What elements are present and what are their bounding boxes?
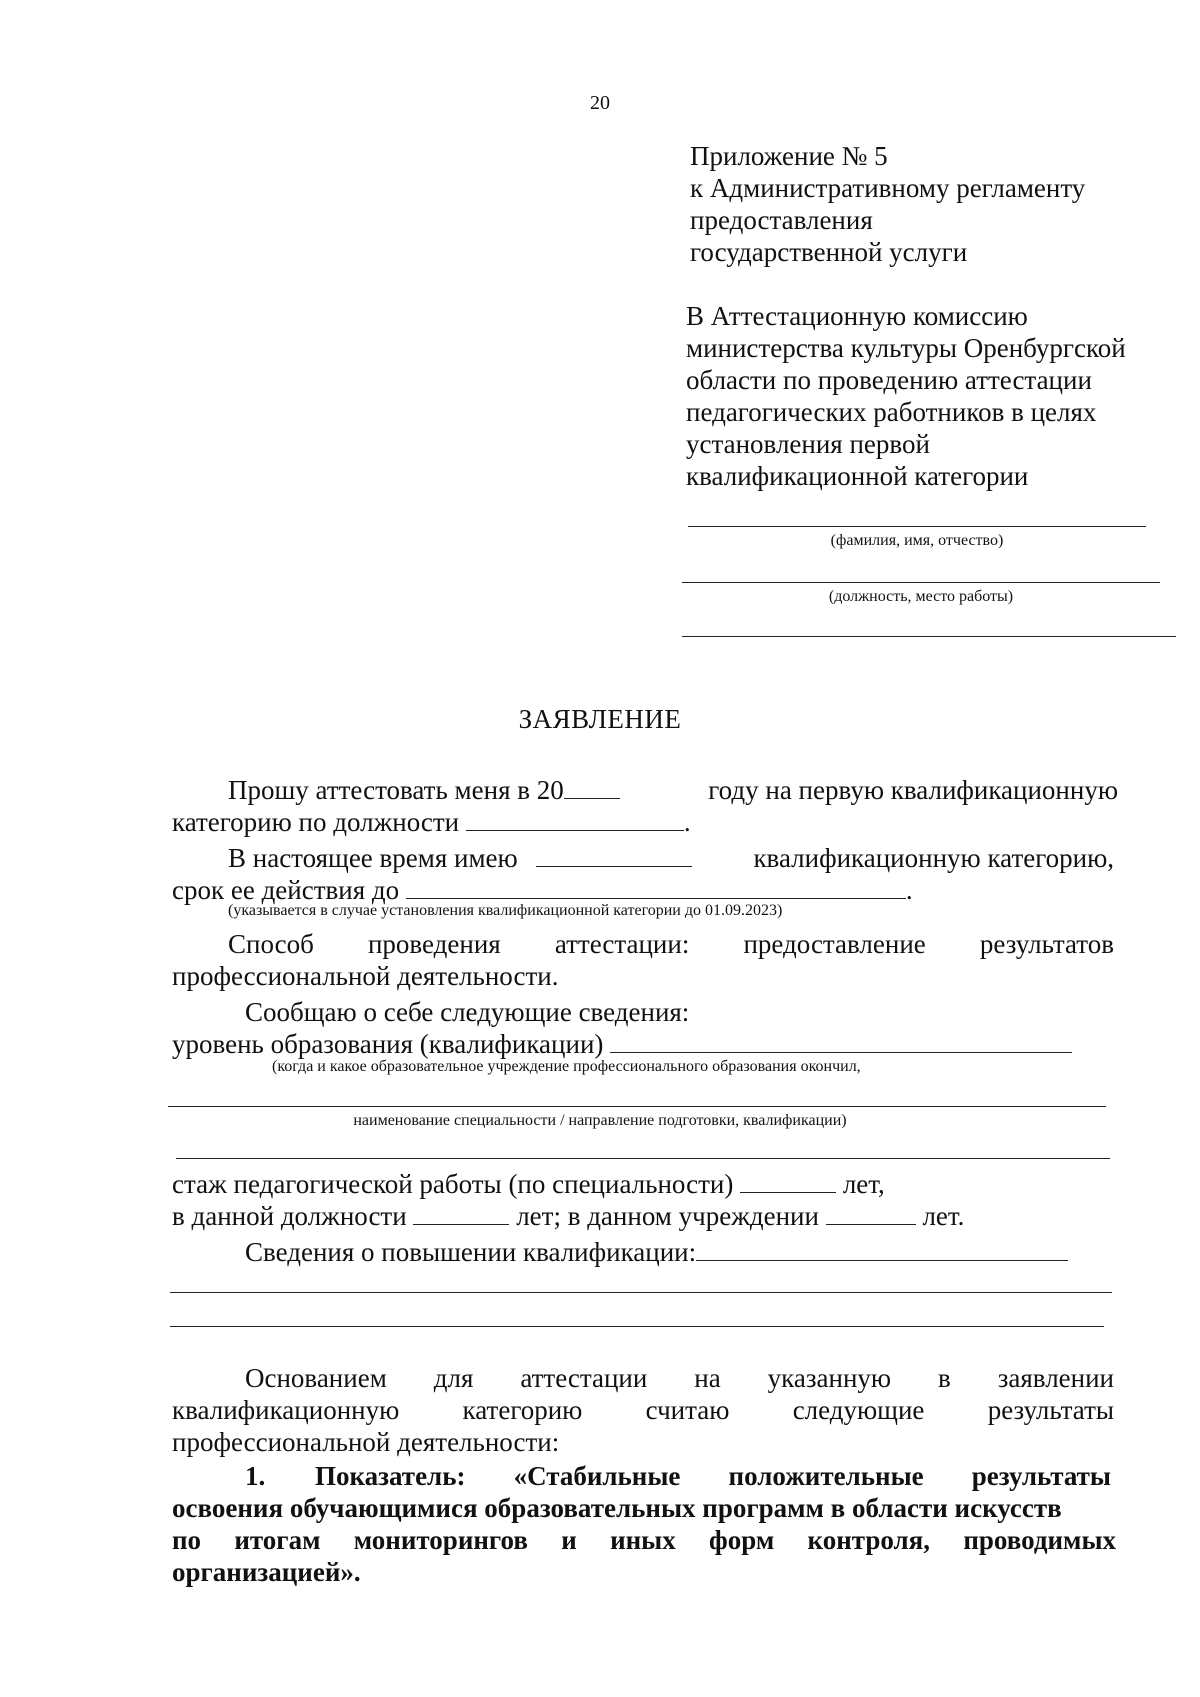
p8a-word-6: в <box>938 1363 951 1393</box>
body-line-2 <box>172 806 691 838</box>
page-number: 20 <box>590 92 610 114</box>
appendix-line-1: Приложение № 5 <box>690 141 888 171</box>
p6b-text-3: лет. <box>922 1201 965 1231</box>
position-caption: (должность, место работы) <box>828 588 1014 605</box>
body-line-9 <box>172 1168 885 1200</box>
addressee-line-1: В Аттестационную комиссию <box>686 301 1028 331</box>
body-line-8 <box>172 1028 1072 1060</box>
education-blank[interactable] <box>610 1030 1072 1053</box>
body-line-3 <box>228 842 1114 874</box>
ind-c-word-5: иных <box>610 1525 676 1555</box>
position-experience-blank[interactable] <box>413 1202 509 1225</box>
validity-blank[interactable] <box>406 876 906 899</box>
year-blank[interactable] <box>564 776 620 799</box>
p7-text: Сведения о повышении квалификации: <box>245 1237 697 1267</box>
specialty-fill-line[interactable] <box>176 1158 1110 1159</box>
p8a-word-1: Основанием <box>245 1363 387 1393</box>
p8a-word-4: на <box>694 1363 721 1393</box>
p3a-word-1: Способ <box>228 929 314 959</box>
addressee-line-5: установления первой <box>686 429 930 459</box>
p8b-word-2: категорию <box>462 1395 583 1425</box>
body-line-10 <box>172 1200 964 1232</box>
p8b-word-3: считаю <box>645 1395 730 1425</box>
body-line-13 <box>172 1394 1114 1426</box>
p2a-text-2: квалификационную категорию, <box>753 843 1114 873</box>
ind-c-word-3: мониторингов <box>353 1525 528 1555</box>
position-fill-line[interactable] <box>682 582 1160 583</box>
body-line-11 <box>245 1236 1068 1268</box>
education-fill-line[interactable] <box>168 1106 1106 1107</box>
addressee-line-3: области по проведению аттестации <box>686 365 1092 395</box>
addressee-line-2: министерства культуры Оренбургской <box>686 333 1126 363</box>
position-blank[interactable] <box>466 808 684 831</box>
p3a-word-4: предоставление <box>743 929 926 959</box>
addressee-line-6: квалификационной категории <box>686 461 1029 491</box>
qualification-fill-line-2[interactable] <box>170 1326 1104 1327</box>
appendix-line-4: государственной услуги <box>690 237 968 267</box>
indicator-line-3 <box>172 1524 1116 1556</box>
body-line-1 <box>228 774 1118 806</box>
p5-text: уровень образования (квалификации) <box>172 1029 604 1059</box>
p8b-word-5: результаты <box>987 1395 1115 1425</box>
addressee-block <box>686 300 1166 492</box>
education-note: (когда и какое образовательное учреждение профессионального образования окончил, <box>272 1058 861 1075</box>
p8b-word-4: следующие <box>792 1395 925 1425</box>
ped-experience-blank[interactable] <box>740 1170 836 1193</box>
indicator-line-2: освоения обучающимися образовательных программ в области искусств <box>172 1493 1062 1523</box>
indicator-line-1 <box>245 1460 1116 1492</box>
ind-c-word-8: проводимых <box>963 1525 1117 1555</box>
ind-c-word-7: контроля, <box>807 1525 931 1555</box>
category-blank[interactable] <box>536 844 692 867</box>
ind-a-word-1: Показатель: <box>315 1461 466 1491</box>
validity-note: (указывается в случае установления квалификационной категории до 01.09.2023) <box>228 902 783 919</box>
body-line-14: профессиональной деятельности: <box>172 1427 560 1457</box>
indicator-line-1-text <box>315 1460 1111 1492</box>
workplace-fill-line[interactable] <box>682 636 1176 637</box>
qualification-upgrade-blank[interactable] <box>696 1238 1068 1261</box>
p8b-word-1: квалификационную <box>172 1395 400 1425</box>
appendix-line-2: к Административному регламенту <box>690 173 1086 203</box>
document-title: ЗАЯВЛЕНИЕ <box>518 704 682 734</box>
p8a-word-3: аттестации <box>520 1363 648 1393</box>
p6b-text-1: в данной должности <box>172 1201 407 1231</box>
p2b-text: срок ее действия до <box>172 875 400 905</box>
p2b-end: . <box>905 875 913 905</box>
p6a-text: стаж педагогической работы (по специальности) <box>172 1169 734 1199</box>
appendix-block <box>690 140 1170 268</box>
ind-a-word-3: положительные <box>728 1461 924 1491</box>
p8a-word-2: для <box>433 1363 474 1393</box>
p1a-text-2: году на первую квалификационную <box>708 775 1118 805</box>
ind-c-word-2: итогам <box>234 1525 321 1555</box>
qualification-fill-line-1[interactable] <box>170 1292 1112 1293</box>
ind-a-word-4: результаты <box>971 1461 1111 1491</box>
p1a-text-1: Прошу аттестовать меня в 20 <box>228 775 564 805</box>
p1b-text: категорию по должности <box>172 807 460 837</box>
p3a-word-2: проведения <box>367 929 501 959</box>
institution-experience-blank[interactable] <box>826 1202 916 1225</box>
ind-c-word-1: по <box>172 1525 202 1555</box>
ind-a-word-2: «Стабильные <box>513 1461 681 1491</box>
p3a-word-3: аттестации: <box>554 929 690 959</box>
body-line-5 <box>228 928 1114 960</box>
ind-c-word-6: форм <box>709 1525 775 1555</box>
indicator-line-4: организацией». <box>172 1557 361 1587</box>
fio-caption: (фамилия, имя, отчество) <box>830 532 1004 549</box>
indicator-number: 1. <box>245 1461 266 1491</box>
p2a-text-1: В настоящее время имею <box>228 843 518 873</box>
p8a-word-5: указанную <box>767 1363 892 1393</box>
body-line-12 <box>245 1362 1114 1394</box>
body-line-6: профессиональной деятельности. <box>172 961 559 991</box>
fio-fill-line[interactable] <box>688 526 1146 527</box>
p3a-word-5: результатов <box>979 929 1114 959</box>
specialty-note: наименование специальности / направление подготовки, квалификации) <box>353 1112 847 1129</box>
body-line-7: Сообщаю о себе следующие сведения: <box>245 997 690 1027</box>
ind-c-word-4: и <box>561 1525 577 1555</box>
p6a-end: лет, <box>842 1169 885 1199</box>
addressee-line-4: педагогических работников в целях <box>686 397 1097 427</box>
p1b-end: . <box>683 807 691 837</box>
p6b-text-2: лет; в данном учреждении <box>516 1201 819 1231</box>
appendix-line-3: предоставления <box>690 205 873 235</box>
p8a-word-7: заявлении <box>997 1363 1115 1393</box>
